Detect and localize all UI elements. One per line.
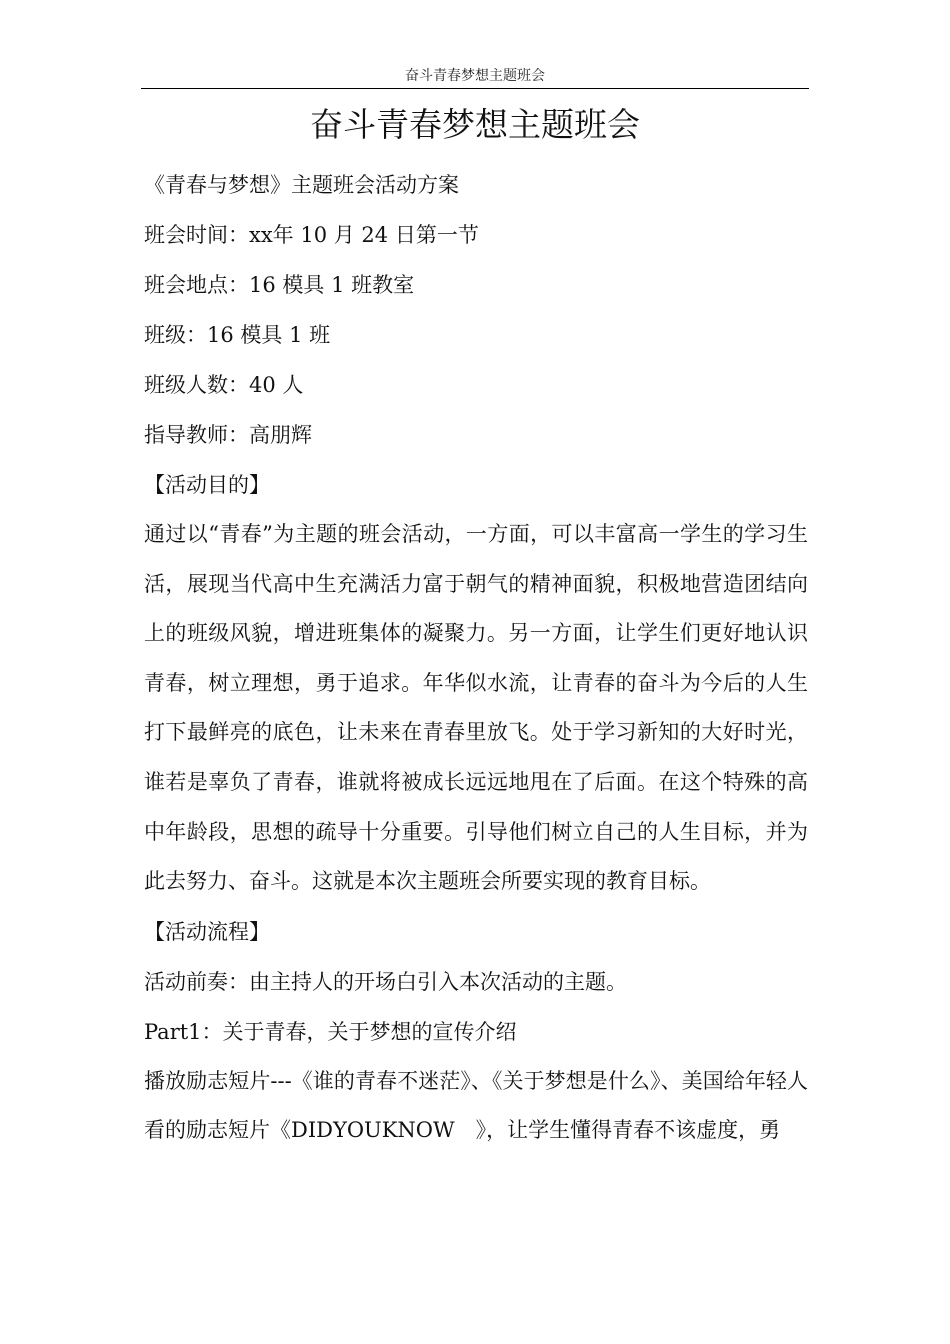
prelude-line: 活动前奏：由主持人的开场白引入本次活动的主题。 bbox=[144, 969, 627, 994]
instructor: 指导教师：高朋辉 bbox=[144, 423, 312, 447]
meeting-time: 班会时间：xx年 10 月 24 日第一节 bbox=[144, 223, 479, 247]
part1-title: Part1：关于青春，关于梦想的宣传介绍 bbox=[144, 1019, 517, 1044]
class-name: 班级：16 模具 1 班 bbox=[144, 323, 331, 347]
plan-subtitle: 《青春与梦想》主题班会活动方案 bbox=[144, 173, 459, 197]
student-count: 班级人数：40 人 bbox=[144, 373, 304, 397]
goal-paragraph: 通过以“青春”为主题的班会活动，一方面，可以丰富高一学生的学习生活，展现当代高中生充满活力富于朝气的精神面貌，积极地营造团结向上的班级风貌，增进班集体的凝聚力。另一方面，让学生们更好地认识青春，树立理想，勇于追求。年华似水流，让青春的奋斗为今后的人生打下最鲜亮的底色，让未来在青春里放飞。处于学习新知的大好时光，谁若是辜负了青春，谁就将被成长远远地甩在了后面。在这个特殊的高中年龄段，思想的疏导十分重要。引导他们树立自己的人生目标，并为此去努力、奋斗。这就是本次主题班会所要实现的教育目标。 bbox=[144, 522, 808, 894]
header-divider bbox=[141, 88, 809, 89]
goal-heading: 【活动目的】 bbox=[144, 473, 270, 497]
document-body bbox=[144, 160, 808, 1156]
flow-heading: 【活动流程】 bbox=[144, 919, 270, 944]
part1-paragraph: 播放励志短片---《谁的青春不迷茫》、《关于梦想是什么》、美国给年轻人看的励志短片《DIDYOUKNOW 》，让学生懂得青春不该虚度，勇 bbox=[144, 1068, 808, 1143]
meeting-place: 班会地点：16 模具 1 班教室 bbox=[144, 273, 415, 297]
document-title: 奋斗青春梦想主题班会 bbox=[310, 105, 640, 144]
running-header: 奋斗青春梦想主题班会 bbox=[405, 68, 545, 84]
